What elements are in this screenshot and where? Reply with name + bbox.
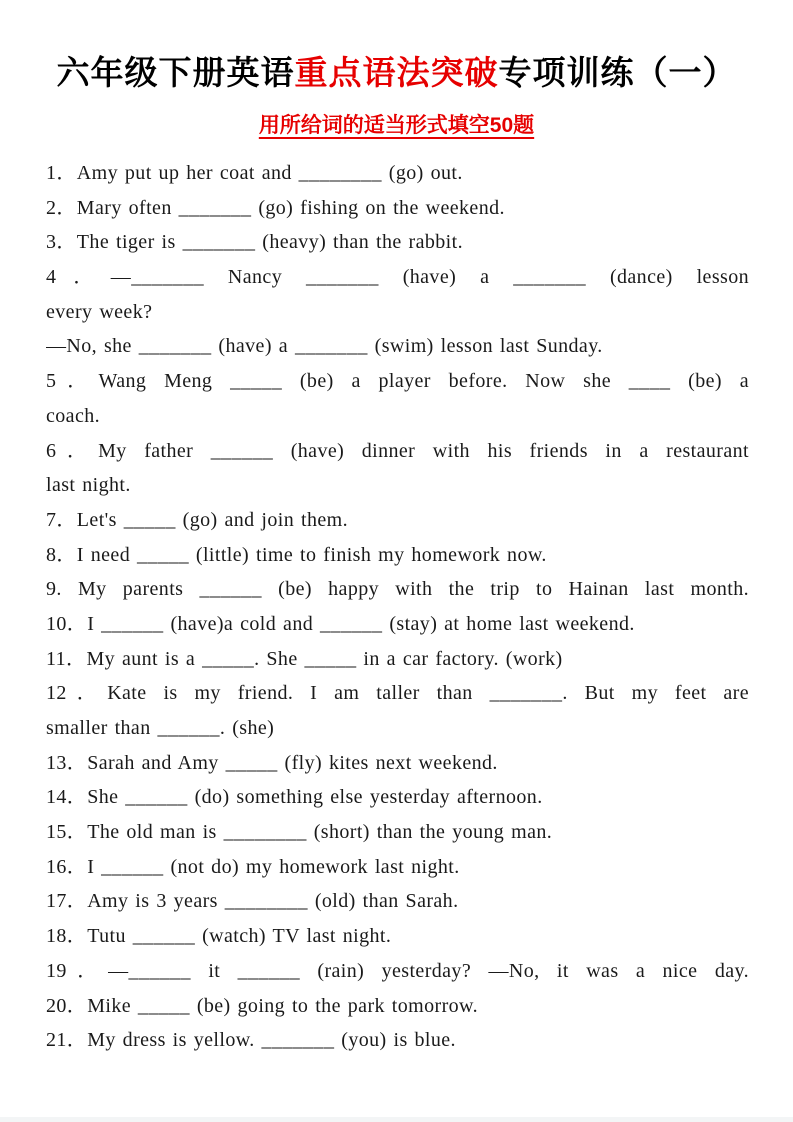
exercise-line: 1．Amy put up her coat and ________ (go) out. [46, 162, 463, 184]
exercise-line: 14．She ______ (do) something else yesterday afternoon. [46, 786, 543, 809]
title-suffix: 专项训练（一） [498, 54, 737, 91]
exercise-line: 5．Wang Meng _____ (be) a player before. Now she ____ (be) a [46, 370, 749, 393]
exercise-line: —No, she _______ (have) a _______ (swim) lesson last Sunday. [46, 335, 603, 358]
exercise-line: coach. [46, 404, 101, 427]
exercise-line: 6．My father ______ (have) dinner with his friends in a restaurant [46, 439, 749, 462]
exercise-line: 21．My dress is yellow. _______ (you) is blue. [46, 1029, 456, 1052]
exercise-line: last night. [46, 474, 131, 497]
exercise-line: 2．Mary often _______ (go) fishing on the weekend. [46, 196, 505, 219]
exercise-line: 12．Kate is my friend. I am taller than _______. But my feet are [46, 682, 749, 705]
exercise-line: 13．Sarah and Amy _____ (fly) kites next weekend. [46, 751, 498, 774]
exercise-line: every week? [46, 300, 153, 323]
exercise-line: 18．Tutu ______ (watch) TV last night. [46, 925, 392, 948]
page-title [0, 50, 793, 96]
exercise-line: 8．I need _____ (little) time to finish my homework now. [46, 543, 547, 566]
exercise-line: 7．Let's _____ (go) and join them. [46, 508, 349, 531]
exercise-line: 17．Amy is 3 years ________ (old) than Sarah. [46, 890, 459, 913]
exercise-line: 15．The old man is ________ (short) than the young man. [46, 821, 553, 844]
exercise-line: 20．Mike _____ (be) going to the park tomorrow. [46, 994, 478, 1017]
exercise-line: smaller than ______. (she) [46, 717, 275, 739]
title-highlight: 重点语法突破 [294, 54, 499, 91]
exercise-line: 4．—_______ Nancy _______ (have) a _______ (dance) lesson [46, 266, 749, 289]
page-bottom-edge [0, 1117, 793, 1122]
exercise-line: 3．The tiger is _______ (heavy) than the rabbit. [46, 231, 463, 254]
exercise-list [0, 156, 793, 1058]
section-subtitle [0, 112, 793, 140]
section-subtitle-text: 用所给词的适当形式填空50题 [258, 114, 535, 137]
exercise-line: 16．I ______ (not do) my homework last night. [46, 855, 460, 878]
exercise-line: 19．—______ it ______ (rain) yesterday? —No, it was a nice day. [46, 959, 749, 982]
title-prefix: 六年级下册英语 [56, 54, 295, 91]
exercise-line: 9. My parents ______ (be) happy with the trip to Hainan last month. [46, 578, 749, 601]
exercise-line: 11．My aunt is a _____. She _____ in a car factory. (work) [46, 647, 563, 670]
exercise-line: 10．I ______ (have)a cold and ______ (stay) at home last weekend. [46, 612, 635, 635]
